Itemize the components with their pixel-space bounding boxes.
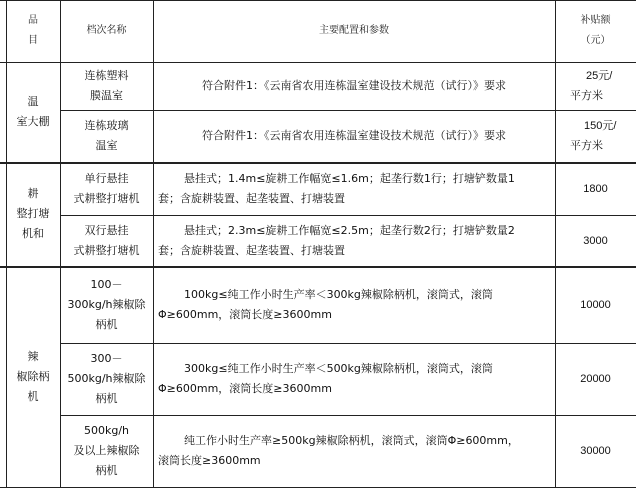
subsidy-cell: 3000 xyxy=(583,234,608,247)
config-cell: 符合附件1：《云南省农用连栋温室建设技术规范（试行）》要求 xyxy=(202,79,506,92)
config-cell: 悬挂式；2.3m≤旋耕工作幅宽≤2.5m；起垄行数2行；打塘铲数量2 套；含旋耕装置、起垄装置、打塘装置 xyxy=(158,223,515,257)
subsidy-cell: 150元/ 平方米 xyxy=(570,120,617,152)
grade-cell: 100－ 300kg/h辣椒除 柄机 xyxy=(67,277,146,331)
header-subsidy-line: 补贴额 xyxy=(580,15,611,26)
grade-cell: 500kg/h 及以上辣椒除 柄机 xyxy=(73,424,140,477)
subsidy-cell: 25元/ 平方米 xyxy=(570,70,613,102)
grade-cell: 300－ 500kg/h辣椒除 柄机 xyxy=(67,352,146,405)
config-cell: 符合附件1：《云南省农用连栋温室建设技术规范（试行）》要求 xyxy=(202,129,506,142)
subsidy-cell: 30000 xyxy=(580,445,611,457)
grade-cell: 连栋玻璃 温室 xyxy=(84,119,129,152)
config-cell: 纯工作小时生产率≥500kg辣椒除柄机，滚筒式，滚筒Φ≥600mm， 滚筒长度≥3600mm xyxy=(158,434,519,467)
header-subsidy-line: （元） xyxy=(580,35,611,46)
config-cell: 100kg≤纯工作小时生产率＜300kg辣椒除柄机，滚筒式，滚筒 Φ≥600mm，滚筒长度≥3600mm xyxy=(158,287,493,321)
config-cell: 悬挂式；1.4m≤旋耕工作幅宽≤1.6m；起垄行数1行；打塘铲数量1 套；含旋耕装置、起垄装置、打塘装置 xyxy=(158,171,515,205)
config-cell: 300kg≤纯工作小时生产率＜500kg辣椒除柄机，滚筒式，滚筒 Φ≥600mm，滚筒长度≥3600mm xyxy=(158,362,493,395)
grade-cell: 单行悬挂 式耕整打塘机 xyxy=(73,171,140,205)
header-item-line: 目 xyxy=(28,35,38,46)
subsidy-cell: 1800 xyxy=(583,182,608,195)
group-name-pepper-destemmer: 辣 椒除柄 机 xyxy=(16,349,50,403)
header-item xyxy=(6,0,60,62)
header-config: 主要配置和参数 xyxy=(319,25,389,36)
header-grade-name: 档次名称 xyxy=(86,25,127,36)
group-name-greenhouse: 温 室大棚 xyxy=(16,95,50,128)
grade-cell: 连栋塑料 膜温室 xyxy=(84,69,129,102)
header-item-line: 品 xyxy=(28,15,38,26)
group-name-tillage: 耕 整打塘 机和 xyxy=(16,187,50,240)
grade-cell: 双行悬挂 式耕整打塘机 xyxy=(73,223,140,257)
subsidy-cell: 20000 xyxy=(580,373,611,385)
subsidy-cell: 10000 xyxy=(580,298,611,311)
header-subsidy xyxy=(555,0,636,62)
